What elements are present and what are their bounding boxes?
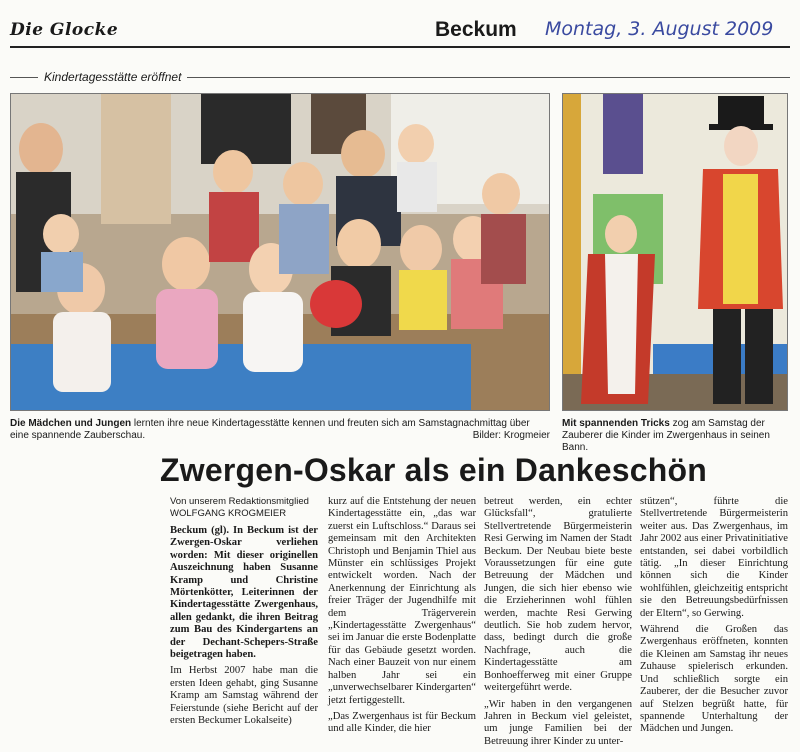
article-paragraph: betreut werden, ein echter Glücksfall“, gratulierte Stellvertretende Bürgermeisterin Resi Gerwing im Namen der Stadt Beckum. Der Neubau biete beste Voraussetzungen für eine gute Betreuung der Mädchen und Jungen, die sich hier ebenso wie die Erzieherinnen wohl fühlen werden, machte Resi Gerwing deutlich. Sie hob zudem hervor, dass, bedingt durch die große Nachfrage, auch die Kindertagesstätte am Bonhoefferweg mit einer Gruppe weitergeführt werde. [484,496,632,694]
article-column-2 [328,496,476,740]
headline: Zwergen-Oskar als ein Dankeschön [160,452,708,488]
caption-right-text: zog am Samstag der Zauberer die Kinder im Zwergenhaus in seinen Bann. [562,418,770,453]
kicker-text: Kindertagesstätte eröffnet [38,70,187,84]
caption-left-lead: Die Mädchen und Jungen [10,418,132,429]
magician-photo-illustration [563,94,787,410]
caption-left [10,418,550,442]
article-column-3 [484,496,632,752]
caption-right [562,418,790,454]
masthead-rule [10,46,790,48]
byline-line-1: Von unserem Redaktionsmitglied [170,496,309,507]
photo-magician [562,93,788,411]
caption-right-lead: Mit spannenden Tricks [562,418,670,429]
masthead [10,16,790,46]
article-paragraph: Während die Großen das Zwergenhaus eröffneten, konnten die Kleinen am Samstag ihr neues Zuhause spielerisch erkunden. Und schließlich sorgte ein Zauberer, der die Besucher zuvor auf Stelzen begrüßt hatte, für spannende Unterhaltung der Mädchen und Jungen. [640,624,788,735]
byline [170,496,318,520]
newspaper-name: Die Glocke [10,20,119,40]
article-column-1 [170,496,318,732]
handwritten-date: Montag, 3. August 2009 [545,18,774,40]
byline-author: WOLFGANG KROGMEIER [170,508,287,519]
article-paragraph: kurz auf die Entstehung der neuen Kindertagesstätte ein, „das war zuerst ein Luftschloss.“ Daraus sei gemeinsam mit den Architekten Christoph und Benjamin Thiel aus Münster ein schlüssiges Projekt entwickelt worden. Nach der Anerkennung der Einrichtung als freier Träger der Jugendhilfe mit dem Trägerverein „Kindertagesstätte Zwergenhaus“ sei im Januar die erste Bodenplatte für das Gebäude gesetzt worden. Nach einer Bauzeit von nur einem halben Jahr sei ein „unverwechselbarer Kindergarten“ jetzt fertiggestellt. [328,496,476,706]
article-paragraph: „Wir haben in den vergangenen Jahren in Beckum viel geleistet, um junge Familien bei der Betreuung ihrer Kinder zu unter- [484,698,632,747]
article-column-4 [640,496,788,740]
article-paragraph: Im Herbst 2007 habe man die ersten Ideen gehabt, ging Susanne Kramp am Samstag während der Feierstunde (siehe Bericht auf der ersten Beckumer Lokalseite) [170,665,318,727]
section-title: Beckum [435,18,517,41]
photo-credit: Bilder: Krogmeier [472,430,550,441]
photo-children-group [10,93,550,411]
article-paragraph: „Das Zwergenhaus ist für Beckum und alle Kinder, die hier [328,710,476,735]
caption-left-text: lernten ihre neue Kindertagesstätte kennen und freuten sich am Samstagnachmittag über eine spannende Zauberschau. [10,418,530,441]
article-paragraph: stützen“, führte die Stellvertretende Bürgermeisterin weiter aus. Das Zwergenhaus, im Jahr 2002 aus einer Privatinitiative entstanden, sei dabei vorbildlich tätig. „In dieser Einrichtung können sich die Kinder wohlfühlen, gleichzeitig entspricht sie den Betreuungsbedürfnissen der Eltern“, so Gerwing. [640,496,788,619]
article-lead: Beckum (gl). In Beckum ist der Zwergen-Oskar verliehen worden: Mit dieser originellen Auszeichnung haben Susanne Kramp und Christine Mörtenkötter, Leiterinnen der Kindertagesstätte Zwergenhaus, allen gedankt, die ihren Beitrag zum Bau des Kindergartens an der Dechant-Schepers-Straße beigetragen haben. [170,525,318,661]
kicker [10,70,790,86]
children-photo-illustration [11,94,549,410]
